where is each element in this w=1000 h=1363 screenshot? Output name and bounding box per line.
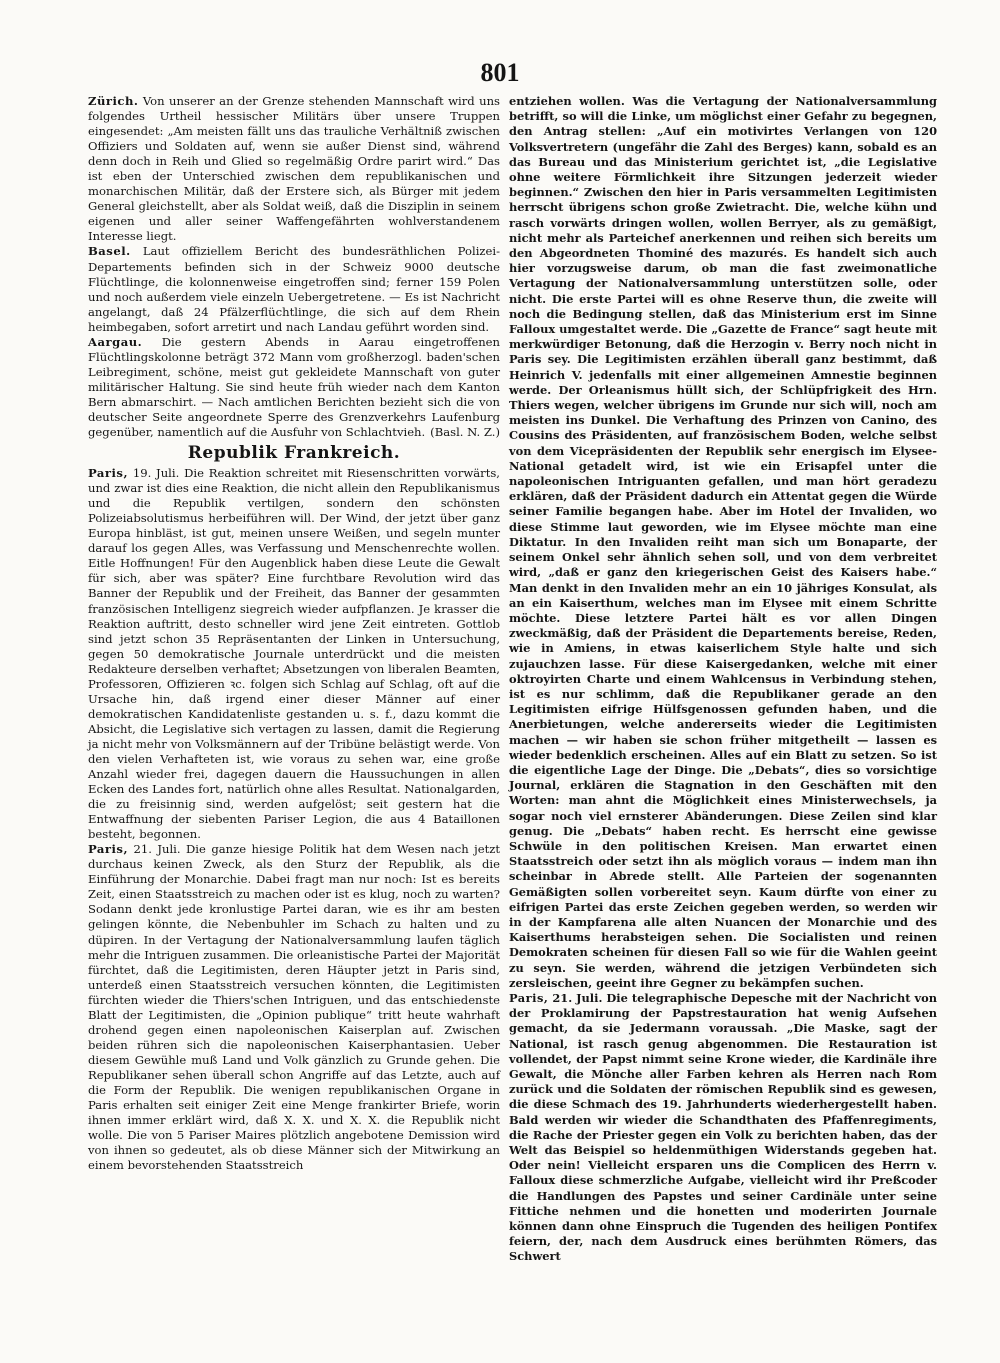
article-paris-21-telegraph	[509, 991, 937, 1265]
article-text: Laut offiziellem Bericht des bundesräthlichen Polizei-Departements befinden sich in der Schweiz 9000 deutsche Flüchtlinge, die kolonnenweise eingetroffen sind; ferner 159 Polen und noch außerdem viele einzeln Uebergetretene. — Es ist Nachricht angelangt, daß 24 Pfälzerflüchtlinge, die sich auf dem Rhein heimbegaben, sofort arretirt und nach Landau geführt worden sind.	[88, 244, 501, 334]
dateline-place: Aargau.	[88, 334, 143, 349]
article-basel	[88, 244, 500, 334]
article-text: 19. Juli. Die Reaktion schreitet mit Riesenschritten vorwärts, und zwar ist dies eine Reaktion, die nicht allein den Republikanismus und die Republik vertilgen, sondern den schönsten Polizeiabsolutismus herbeiführen will. Der Wind, der jetzt über ganz Europa hinbläst, ist gut, meinen unsere Weißen, und segeln munter darauf los gegen Alles, was Verfassung und Menschenrechte wollen. Eitle Hoffnungen! Für den Augenblick haben diese Leute die Gewalt für sich, aber was später? Eine furchtbare Revolution wird das Banner der Republik und der Freiheit, das Banner der gesammten französischen Intelligenz siegreich wieder aufpflanzen. Je krasser die Reaktion auftritt, desto schneller wird jene Zeit eintreten. Gottlob sind jetzt schon 35 Repräsentanten der Linken in Untersuchung, gegen 50 demokratische Journale unterdrückt und die meisten Redakteure derselben verhaftet; Absetzungen von liberalen Beamten, Professoren, Offizieren ꝛc. folgen sich Schlag auf Schlag, oft auf die Ursache hin, daß irgend einer dieser Männer auf einer demokratischen Kandidatenliste gestanden u. s. f., dazu kommt die Absicht, die Legislative sich vertagen zu lassen, damit die Regierung ja nicht mehr von Volksmännern auf der Tribüne belästigt werde. Von den vielen Verhafteten ist, wie voraus zu sehen war, eine große Anzahl wieder frei, dagegen dauern die Haussuchungen in allen Ecken des Landes fort, natürlich ohne alles Resultat. Nationalgarden, die zu freisinnig sind, werden aufgelöst; seit gestern hat die Entwaffnung der siebenten Pariser Legion, die aus 4 Bataillonen besteht, begonnen.	[88, 466, 500, 842]
article-aargau	[88, 335, 500, 440]
dateline-place: Zürich.	[88, 94, 139, 108]
dateline-place: Paris,	[509, 990, 549, 1005]
dateline-place: Paris,	[88, 466, 128, 481]
dateline-place: Basel.	[88, 244, 131, 259]
article-continuation	[509, 94, 937, 991]
article-text: Von unserer an der Grenze stehenden Mannschaft wird uns folgendes Urtheil hessischer Militärs über unsere Truppen eingesendet: „Am meisten fällt uns das trauliche Verhältniß zwischen Offiziers und Soldaten auf, wenn sie außer Dienst sind, während denn doch in Reih und Glied so regelmäßig Ordre parirt wird.“ Das ist eben der Unterschied zwischen dem republikanischen und monarchischen Militär, daß der Erstere sich, als Bürger mit jedem General gleichstellt, aber als Soldat weiß, daß die Disziplin in seinem eigenen und aller seiner Waffengefährten wohlverstandenem Interesse liegt.	[88, 94, 501, 244]
article-text: 21. Juli. Die telegraphische Depesche mit der Nachricht von der Proklamirung der Papstrestauration hat wenig Aufsehen gemacht, da sie Jedermann voraussah. „Die Maske, sagt der National, ist rasch genug abgenommen. Die Restauration ist vollendet, der Papst nimmt seine Krone wieder, die Kardinäle ihre Gewalt, die Mönche aller Farben kehren als Herren nach Rom zurück und die Soldaten der römischen Republik sind es gewesen, die diese Schmach des 19. Jahrhunderts wiederhergestellt haben. Bald werden wir wieder die Schandthaten des Pfaffenregiments, die Rache der Priester gegen ein Volk zu berichten haben, das der Welt das Beispiel so heldenmüthigen Widerstands gegeben hat. Oder nein! Vielleicht ersparen uns die Complicen des Herrn v. Falloux diese schmerzliche Aufgabe, vielleicht wird ihr Preßcoder die Handlungen des Papstes und seiner Cardinäle unter seine Fittiche nehmen und die honetten und moderirten Journale können dann ohne Einspruch die Tugenden des heiligen Pontifex feiern, der, nach dem Ausdruck eines berühmten Römers, das Schwert	[509, 990, 937, 1264]
right-column	[509, 94, 937, 1265]
article-text: Die gestern Abends in Aarau eingetroffenen Flüchtlingskolonne beträgt 372 Mann vom großherzogl. baden'schen Leibregiment, schöne, meist gut gekleidete Mannschaft von guter militärischer Haltung. Sie sind heute früh wieder nach dem Kanton Bern abmarschirt. — Nach amtlichen Berichten bezieht sich die von deutscher Seite angeordnete Sperre des Grenzverkehrs Laufenburg gegenüber, namentlich auf die Ausfuhr von Schlachtvieh.	[88, 334, 500, 440]
article-text: entziehen wollen. Was die Vertagung der Nationalversammlung betrifft, so will die Linke, um möglichst einer Gefahr zu begegnen, den Antrag stellen: „Auf ein motivirtes Verlangen von 120 Volksvertretern (ungefähr die Zahl des Berges) kann, sobald es an das Bureau und das Ministerium gerichtet ist, „die Legislative ohne weitere Förmlichkeit ihre Sitzungen jederzeit wieder beginnen.“ Zwischen den hier in Paris versammelten Legitimisten herrscht übrigens schon große Zwietracht. Die, welche kühn und rasch vorwärts dringen wollen, wollen Berryer, als zu gemäßigt, nicht mehr als Parteichef anerkennen und reihen sich bereits um den Abgeordneten Thominé des mazurés. Es handelt sich auch hier vorzugsweise darum, ob man die fast zweimonatliche Vertagung der Nationalversammlung unterstützen solle, oder nicht. Die erste Partei will es ohne Reserve thun, die zweite will noch die Bedingung stellen, daß das Ministerium erst im Sinne Falloux umgestaltet werde. Die „Gazette de France“ sagt heute mit merkwürdiger Betonung, daß die Herzogin v. Berry noch nicht in Paris sey. Die Legitimisten erzählen überall ganz bestimmt, daß Heinrich V. jedenfalls mit einer allgemeinen Amnestie beginnen werde. Der Orleanismus hüllt sich, der Schlüpfrigkeit des Hrn. Thiers wegen, welcher übrigens im Grunde nur sich will, noch am meisten ins Dunkel. Die Verhaftung des Prinzen von Canino, des Cousins des Präsidenten, auf französischem Boden, welche selbst von dem Vicepräsidenten der Republik sehr energisch im Elysee-National getadelt wird, ist wie ein Erisapfel unter die napoleonischen Intriguanten gefallen, und man hört geradezu erklären, daß der Präsident dadurch ein Attentat gegen die Würde seiner Familie begangen habe. Aber im Hotel der Invaliden, wo diese Stimme laut geworden, wie im Elysee möchte man eine Diktatur. In den Invaliden reiht man sich um Bonaparte, der seinem Onkel sehr ähnlich sehen soll, und von dem verbreitet wird, „daß er ganz den kriegerischen Geist des Kaisers habe.“ Man denkt in den Invaliden mehr an ein 10 jähriges Konsulat, als an ein Kaiserthum, welches man im Elysee mit einem Schritte möchte. Diese letztere Partei hält es vor allen Dingen zweckmäßig, daß der Präsident die Departements bereise, Reden, wie in Amiens, in etwas kaiserlichem Style halte und sich zujauchzen lasse. Für diese Kaisergedanken, welche mit einer oktroyirten Charte und einem Wahlcensus in Verbindung stehen, ist es nur schlimm, daß die Republikaner gerade an den Legitimisten eifrige Hülfsgenossen gefunden haben, und die Anerbietungen, welche andererseits wieder die Legitimisten machen — wir haben sie schon früher mitgetheilt — lassen es wieder bedenklich erscheinen. Alles auf ein Blatt zu setzen. So ist die eigentliche Lage der Dinge. Die „Debats“, dies so vorsichtige Journal, erklären die Stagnation in den Geschäften mit den Worten: man ahnt die Möglichkeit eines Ministerwechsels, ja sogar noch viel ernsterer Abänderungen. Diese Zeilen sind klar genug. Die „Debats“ haben recht. Es herrscht eine gewisse Schwüle in den politischen Kreisen. Man erwartet einen Staatsstreich oder setzt ihn als möglich voraus — indem man ihn scheinbar in Abrede stellt. Alle Parteien der sogenannten Gemäßigten sollen vorbereitet seyn. Kaum dürfte von einer zu eifrigen Partei das erste Zeichen gegeben werden, so werden wir in der Kampfarena alle alten Nuancen der Monarchie und des Kaiserthums herabsteigen sehen. Die Socialisten und reinen Demokraten scheinen für diesen Fall so wie für die Wahlen geeint zu seyn. Sie werden, während die jetzigen Verbündeten sich zersleischen, geeint ihre Gegner zu bekämpfen suchen.	[509, 94, 937, 990]
article-paris-21	[88, 842, 500, 1173]
page-number: 801	[480, 58, 520, 87]
article-zuerich	[88, 94, 500, 244]
article-paris-19	[88, 466, 500, 842]
dateline-place: Paris,	[88, 842, 128, 857]
article-text: 21. Juli. Die ganze hiesige Politik hat dem Wesen nach jetzt durchaus keinen Zweck, als den Sturz der Republik, als die Einführung der Monarchie. Dabei fragt man nur noch: Ist es bereits Zeit, einen Staatsstreich zu machen oder ist es klug, noch zu warten? Sodann denkt jede kronlustige Partei daran, wie es ihr am besten gelingen könnte, die Nebenbuhler im Schach zu halten und zu düpiren. In der Vertagung der Nationalversammlung laufen täglich mehr die Intriguen zusammen. Die orleanistische Partei der Majorität fürchtet, daß die Legitimisten, deren Häupter jetzt in Paris sind, unterdeß einen Staatsstreich versuchen könnten, die Legitimisten fürchten wieder die Thiers'schen Intriguen, und das entschiedenste Blatt der Legitimisten, die „Opinion publique“ tritt heute wahrhaft drohend gegen einen napoleonischen Kaiserplan auf. Zwischen beiden rühren sich die napoleonischen Kaiserphantasien. Ueber diesem Gewühle muß Land und Volk gänzlich zu Grunde gehen. Die Republikaner sehen überall schon Angriffe auf das Letzte, auch auf die Form der Republik. Die wenigen republikanischen Organe in Paris erhalten seit einiger Zeit eine Menge frankirter Briefe, worin ihnen immer erklärt wird, daß X. X. und X. X. die Republik nicht wolle. Die von 5 Pariser Maires plötzlich angebotene Demission wird von ihnen so gedeutet, als ob diese Männer sich der Mitwirkung an einem bevorstehenden Staatsstreich	[88, 842, 500, 1173]
left-column	[88, 94, 500, 1173]
source-citation: (Basl. N. Z.)	[430, 425, 500, 440]
section-heading: Republik Frankreich.	[187, 443, 401, 464]
